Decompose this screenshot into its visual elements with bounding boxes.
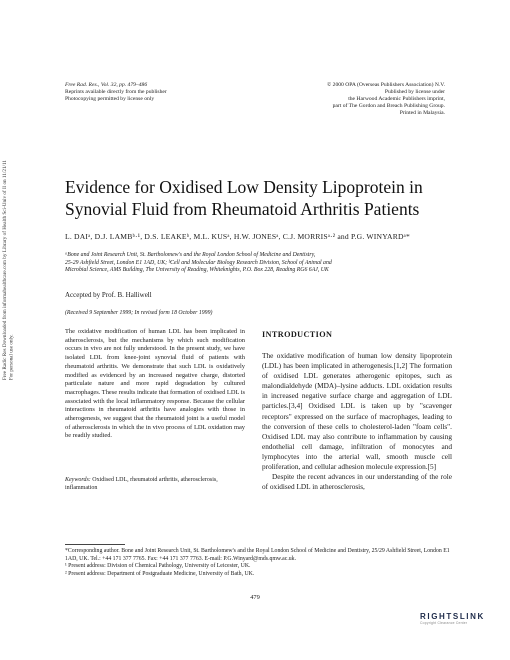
- author-list: L. DAIᵃ, D.J. LAMBᵇ·¹, D.S. LEAKEᵇ, M.L. KUSᵃ, H.W. JONESᵃ, C.J. MORRISᵃ·² and P.G. WINYARDᵃ*: [65, 232, 410, 241]
- page-number: 479: [250, 594, 260, 601]
- footnote-divider: [65, 544, 125, 545]
- download-notice-line1: Free Radic Res Downloaded from informahealthcare.com by Library of Health Sci-Univ of Il on 11/21/11: [2, 160, 8, 381]
- copyright-info: [300, 82, 445, 117]
- footnote-corresponding: *Corresponding author. Bone and Joint Research Unit, St. Bartholomew's and the Royal London School of Medicine and Dentistry, 25/29 Ashfield Street, London E1 1AD, UK. Tel.: +44 171 377 7765. Fax: +44 171 377 7763. E-mail: P.G.Winyard@mds.qmw.ac.uk.: [65, 548, 450, 562]
- accepted-by: Accepted by Prof. B. Halliwell: [65, 291, 152, 299]
- introduction-paragraph-2: Despite the recent advances in our understanding of the role of oxidised LDL in atherosclerosis,: [262, 472, 452, 492]
- affiliation-line2: 25-29 Ashfield Street, London E1 1AD, UK; ᵇCell and Molecular Biology Research Division, School of Animal and: [65, 259, 332, 266]
- copyright-line5: Printed in Malaysia.: [399, 110, 445, 116]
- copyright-line3: the Harwood Academic Publishers imprint,: [348, 96, 445, 102]
- rightslink-logo: [420, 612, 490, 630]
- footnote-2: ² Present address: Department of Postgraduate Medicine, University of Bath, UK.: [65, 570, 255, 577]
- keywords: [65, 476, 245, 492]
- download-notice-line2: For personal use only.: [8, 334, 15, 381]
- keywords-label: Keywords:: [65, 477, 91, 483]
- affiliations: [65, 252, 455, 275]
- copyright-line1: © 2000 OPA (Overseas Publishers Association) N.V.: [327, 82, 445, 88]
- rightslink-logo-word: RIGHTSLINK: [420, 612, 485, 621]
- abstract: The oxidative modification of human LDL has been implicated in atherosclerosis, but the mechanisms by which such modification occurs in vivo are not fully understood. In the present study, we have isolated LDL from knee-joint synovial fluid of patients with rheumatoid arthritis. We demonstrate that such LDL is oxidatively modified as evidenced by an increased negative charge, distorted particulate nature and more rapid degradation by cultured macrophages. These results indicate that formation of oxidised LDL is associated with the local inflammatory response. Because the cellular interactions in rheumatoid arthritis have analogies with those in atherogenesis, we suggest that the rheumatoid joint is a useful model of atherosclerosis in which the in vivo process of LDL oxidation may be readily studied.: [65, 328, 245, 440]
- journal-info: [65, 82, 235, 103]
- affiliation-line3: Microbial Science, AMS Building, The University of Reading, Whiteknights, P.O. Box 228, Reading RG6 6AJ, UK: [65, 267, 329, 274]
- rightslink-logo-subtitle: Copyright Clearance Center: [420, 621, 468, 625]
- copyright-line4: part of The Gordon and Breach Publishing Group.: [332, 103, 445, 109]
- reprints-note: Reprints available directly from the publisher: [65, 89, 167, 95]
- article-title-line2: Synovial Fluid from Rheumatoid Arthritis Patients: [65, 199, 420, 219]
- affiliation-line1: ᵃBone and Joint Research Unit, St. Bartholomew's and the Royal London School of Medicine and Dentistry,: [65, 252, 316, 258]
- received-dates: (Received 9 September 1999; In revised form 18 October 1999): [65, 310, 213, 316]
- footnotes: [65, 548, 455, 578]
- footnote-1: ¹ Present address: Division of Chemical Pathology, University of Leicester, UK.: [65, 563, 251, 569]
- download-notice: [2, 160, 36, 400]
- introduction-body: [262, 351, 452, 492]
- journal-citation: Free Rad. Res., Vol. 32, pp. 479–486: [65, 82, 148, 88]
- keywords-text: Oxidised LDL, rheumatoid arthritis, atherosclerosis, inflammation: [65, 477, 218, 491]
- section-heading-introduction: INTRODUCTION: [262, 330, 333, 339]
- photocopying-note: Photocopying permitted by license only: [65, 96, 155, 102]
- copyright-line2: Published by license under: [384, 89, 445, 95]
- article-title-line1: Evidence for Oxidised Low Density Lipoprotein in: [65, 177, 423, 197]
- article-title: [65, 176, 445, 220]
- introduction-paragraph-1: The oxidative modification of human low density lipoprotein (LDL) has been implicated in atherogenesis.[1,2] The formation of oxidised LDL generates atherogenic epitopes, such as malondialdehyde (MDA)–lysine adducts. LDL oxidation results in increased negative surface charge and aggregation of LDL particles.[3,4] Oxidised LDL is taken up by "scavenger receptors" expressed on the surface of macrophages, leading to the conversion of these cells to cholesterol-laden "foam cells". Oxidised LDL may also contribute to inflammation by causing endothelial cell damage, infiltration of monocytes and lymphocytes into the arterial wall, smooth muscle cell proliferation, and cellular adhesion molecule expression.[5]: [262, 351, 452, 472]
